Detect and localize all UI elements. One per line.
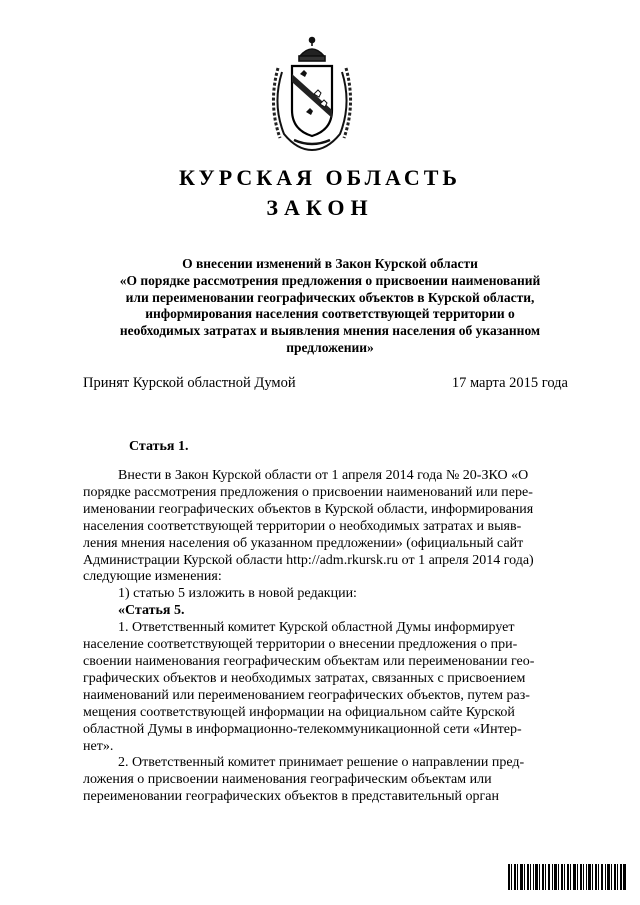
article-heading: Статья 1. <box>129 439 189 454</box>
coat-of-arms-icon <box>262 34 362 154</box>
body-line: Внести в Закон Курской области от 1 апреля 2014 года № 20-ЗКО «О <box>118 468 529 483</box>
body-line: порядке рассмотрения предложения о присвоении наименований или пере- <box>83 484 533 500</box>
body-line: население соответствующей территории о внесении предложения о при- <box>83 637 518 653</box>
body-line: 1. Ответственный комитет Курской областной Думы информирует <box>118 620 515 636</box>
region-title: КУРСКАЯ ОБЛАСТЬ <box>179 165 461 190</box>
law-title <box>80 256 580 357</box>
body-line: 2. Ответственный комитет принимает решение о направлении пред- <box>118 755 525 771</box>
barcode-icon <box>508 864 626 890</box>
body-line: мещения соответствующей информации на официальном сайте Курской <box>83 704 515 720</box>
law-title-line: предложении» <box>286 339 374 355</box>
body-line: областной Думы в информационно-телекоммуникационной сети «Интер- <box>83 721 522 737</box>
document-type: ЗАКОН <box>266 195 374 220</box>
body-line: своении наименования географическим объектам или переименовании гео- <box>83 653 535 669</box>
body-line: Администрации Курской области http://adm.rkursk.ru от 1 апреля 2014 года) <box>83 552 534 568</box>
law-title-line: О внесении изменений в Закон Курской области <box>182 256 478 271</box>
body-line: ложения о присвоении наименования географическим объектам или <box>83 772 492 788</box>
adopted-by: Принят Курской областной Думой <box>83 375 296 391</box>
law-title-line: информирования населения соответствующей территории о <box>145 306 515 322</box>
body-line: нет». <box>83 738 114 754</box>
body-line: населения соответствующей территории о необходимых затратах и выяв- <box>83 518 522 534</box>
body-line: именовании географических объектов в Курской области, информирования <box>83 501 534 517</box>
body-line: 1) статью 5 изложить в новой редакции: <box>118 586 357 602</box>
article-body <box>83 468 573 806</box>
law-title-line: или переименовании географических объектов в Курской области, <box>125 289 535 305</box>
adopted-date: 17 марта 2015 года <box>451 375 568 391</box>
body-line: следующие изменения: <box>83 569 222 585</box>
body-line: «Статья 5. <box>118 603 185 619</box>
law-title-line: «О порядке рассмотрения предложения о присвоении наименований <box>119 272 541 288</box>
law-title-line: необходимых затратах и выявления мнения населения об указанном <box>119 323 541 339</box>
body-line: наименований или переименованием географических объектов, путем раз- <box>83 687 530 703</box>
body-line: переименовании географических объектов в представительный орган <box>83 789 500 805</box>
body-line: графических объектов и необходимых затратах, связанных с присвоением <box>83 670 526 686</box>
body-line: ления мнения населения об указанном предложении» (официальный сайт <box>83 535 524 551</box>
